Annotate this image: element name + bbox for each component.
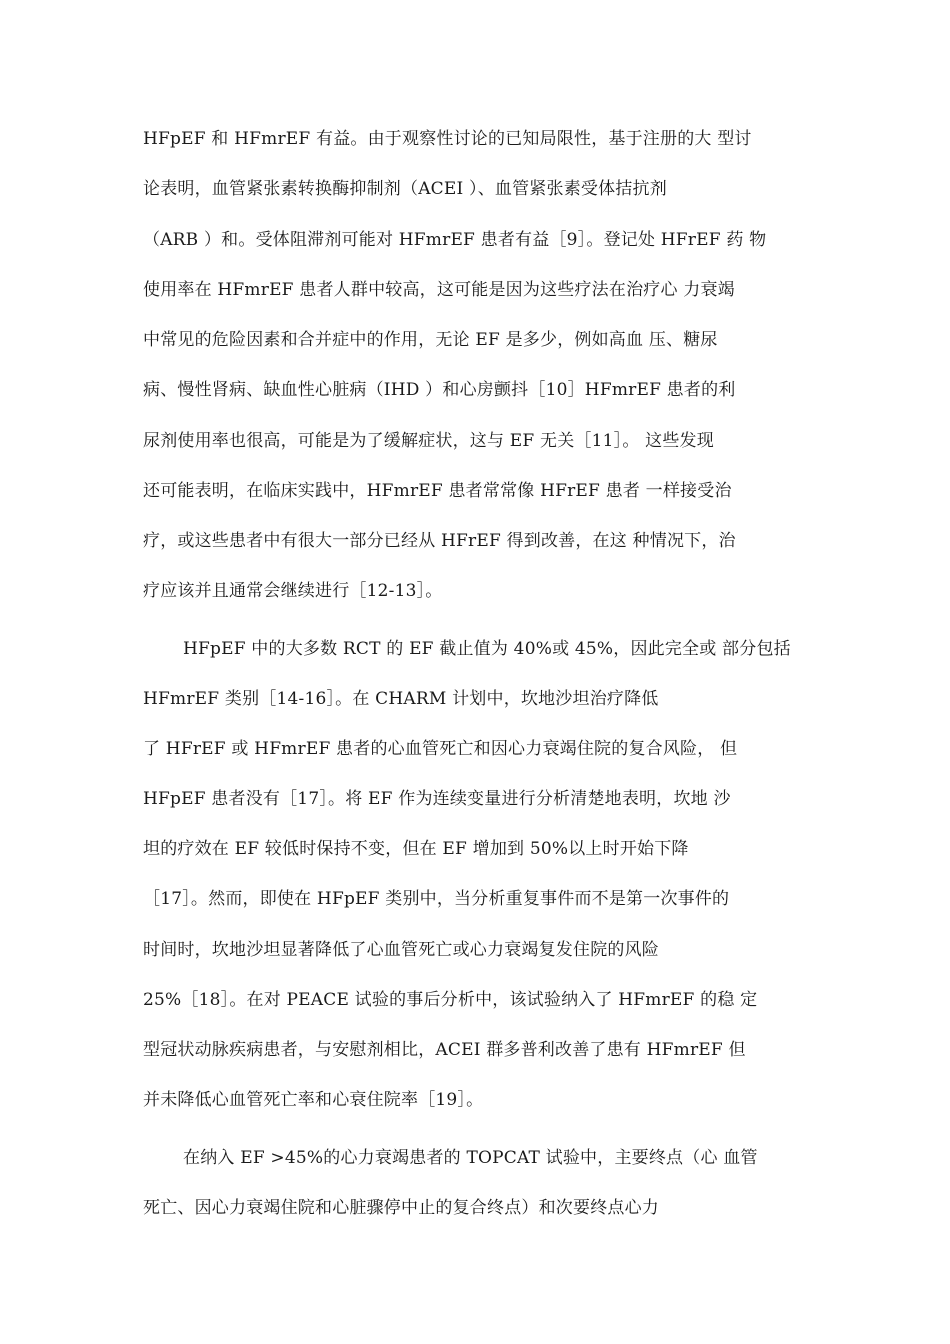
- text-line: 25%［18］。在对 PEACE 试验的事后分析中，该试验纳入了 HFmrEF 的稳 定: [143, 990, 758, 1010]
- text-line: 死亡、因心力衰竭住院和心脏骤停中止的复合终点）和次要终点心力: [143, 1198, 659, 1218]
- text-line: HFpEF 中的大多数 RCT 的 EF 截止值为 40%或 45%，因此完全或 部分包括: [183, 639, 791, 659]
- text-line: 在纳入 EF >45%的心力衰竭患者的 TOPCAT 试验中，主要终点（心 血管: [183, 1148, 758, 1168]
- text-line: （ARB ）和。受体阻滞剂可能对 HFmrEF 患者有益［9］。登记处 HFrEF 药 物: [143, 230, 767, 250]
- text-line: 论表明，血管紧张素转换酶抑制剂（ACEI ）、血管紧张素受体拮抗剂: [143, 179, 667, 199]
- text-line: 坦的疗效在 EF 较低时保持不变，但在 EF 增加到 50%以上时开始下降: [143, 839, 689, 859]
- text-line: 中常见的危险因素和合并症中的作用，无论 EF 是多少，例如高血 压、糖尿: [143, 330, 718, 350]
- text-line: 还可能表明，在临床实践中，HFmrEF 患者常常像 HFrEF 患者 一样接受治: [143, 481, 732, 501]
- text-line: 了 HFrEF 或 HFmrEF 患者的心血管死亡和因心力衰竭住院的复合风险， 但: [143, 739, 738, 759]
- text-line: 疗应该并且通常会继续进行［12-13］。: [143, 581, 443, 601]
- text-line: 型冠状动脉疾病患者，与安慰剂相比，ACEI 群多普利改善了患有 HFmrEF 但: [143, 1040, 746, 1060]
- text-line: 使用率在 HFmrEF 患者人群中较高，这可能是因为这些疗法在治疗心 力衰竭: [143, 280, 735, 300]
- text-line: ［17］。然而，即使在 HFpEF 类别中，当分析重复事件而不是第一次事件的: [143, 889, 730, 909]
- text-line: 病、慢性肾病、缺血性心脏病（IHD ）和心房颤抖［10］HFmrEF 患者的利: [143, 380, 736, 400]
- text-line: HFmrEF 类别［14-16］。在 CHARM 计划中，坎地沙坦治疗降低: [143, 689, 659, 709]
- text-line: 疗，或这些患者中有很大一部分已经从 HFrEF 得到改善，在这 种情况下，治: [143, 531, 736, 551]
- text-line: HFpEF 患者没有［17］。将 EF 作为连续变量进行分析清楚地表明，坎地 沙: [143, 789, 731, 809]
- text-line: 尿剂使用率也很高，可能是为了缓解症状，这与 EF 无关［11］。 这些发现: [143, 431, 714, 451]
- text-line: 并未降低心血管死亡率和心衰住院率［19］。: [143, 1090, 484, 1110]
- text-line: HFpEF 和 HFmrEF 有益。由于观察性讨论的已知局限性，基于注册的大 型讨: [143, 129, 752, 149]
- text-line: 时间时，坎地沙坦显著降低了心血管死亡或心力衰竭复发住院的风险: [143, 940, 659, 960]
